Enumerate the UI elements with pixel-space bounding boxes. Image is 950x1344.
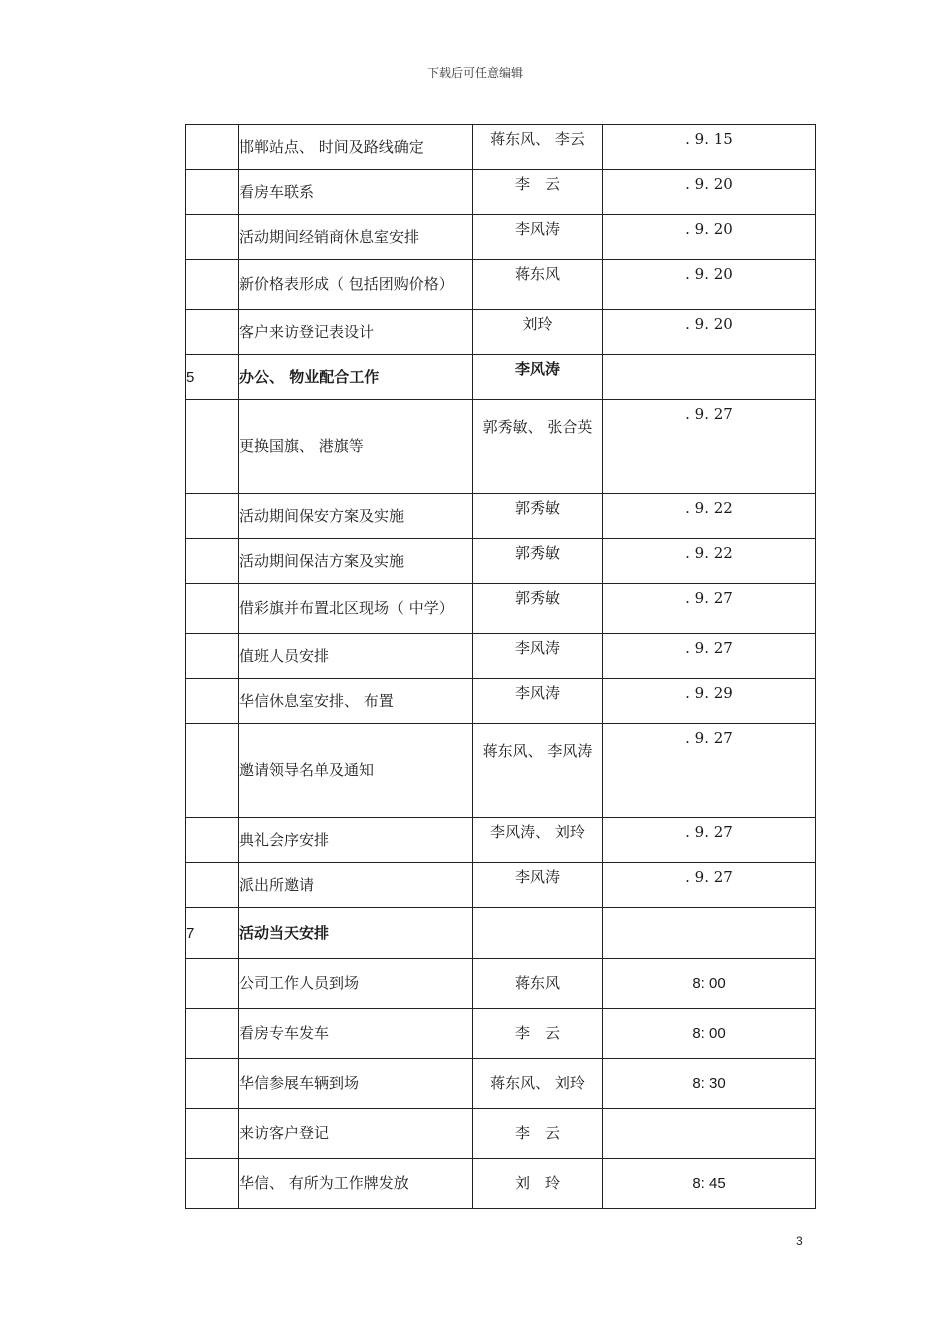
- owner-cell: 刘 玲: [473, 1159, 603, 1209]
- page-header: 下载后可任意编辑: [426, 66, 523, 80]
- table-row: [186, 539, 816, 584]
- date-cell: . 9. 15: [603, 125, 816, 170]
- row-number-cell: [186, 1159, 239, 1209]
- date-cell: . 9. 27: [603, 634, 816, 679]
- date-cell: . 9. 20: [603, 260, 816, 310]
- date-cell: . 9. 20: [603, 310, 816, 355]
- owner-cell: 李 云: [473, 170, 603, 215]
- table-row: [186, 400, 816, 494]
- table-row: [186, 1059, 816, 1109]
- row-number-cell: [186, 125, 239, 170]
- task-cell: 活动期间保安方案及实施: [239, 494, 473, 539]
- task-cell: 来访客户登记: [239, 1109, 473, 1159]
- task-cell: 典礼会序安排: [239, 818, 473, 863]
- row-number-cell: 7: [186, 908, 239, 959]
- table-row: [186, 1009, 816, 1059]
- owner-cell: 李风涛: [473, 634, 603, 679]
- date-cell: . 9. 27: [603, 818, 816, 863]
- row-number-cell: [186, 959, 239, 1009]
- date-cell: . 9. 27: [603, 863, 816, 908]
- row-number-cell: [186, 584, 239, 634]
- row-number-cell: [186, 679, 239, 724]
- table-row: [186, 355, 816, 400]
- row-number-cell: [186, 260, 239, 310]
- row-number-cell: [186, 818, 239, 863]
- row-number-cell: [186, 1109, 239, 1159]
- owner-cell: 郭秀敏: [473, 494, 603, 539]
- owner-cell: 刘玲: [473, 310, 603, 355]
- task-cell: 华信参展车辆到场: [239, 1059, 473, 1109]
- date-cell: . 9. 20: [603, 170, 816, 215]
- table-row: [186, 818, 816, 863]
- table-row: [186, 959, 816, 1009]
- owner-cell: 李风涛: [473, 679, 603, 724]
- table-row: [186, 634, 816, 679]
- date-cell: [603, 908, 816, 959]
- section-heading-cell: 活动当天安排: [239, 908, 473, 959]
- date-cell: . 9. 29: [603, 679, 816, 724]
- date-cell: [603, 355, 816, 400]
- task-cell: 值班人员安排: [239, 634, 473, 679]
- owner-cell: 李 云: [473, 1009, 603, 1059]
- task-cell: 华信休息室安排、 布置: [239, 679, 473, 724]
- date-cell: . 9. 22: [603, 494, 816, 539]
- table-row: [186, 215, 816, 260]
- task-cell: 邀请领导名单及通知: [239, 724, 473, 818]
- date-cell: . 9. 20: [603, 215, 816, 260]
- row-number-cell: [186, 494, 239, 539]
- table-row: [186, 1109, 816, 1159]
- section-heading-cell: 办公、 物业配合工作: [239, 355, 473, 400]
- owner-cell: 郭秀敏: [473, 584, 603, 634]
- date-cell: . 9. 27: [603, 724, 816, 818]
- owner-cell: 蒋东风: [473, 959, 603, 1009]
- row-number-cell: [186, 400, 239, 494]
- table-row: [186, 125, 816, 170]
- owner-cell: 蒋东风、 李云: [473, 125, 603, 170]
- date-cell: . 9. 27: [603, 400, 816, 494]
- date-cell: [603, 1109, 816, 1159]
- owner-cell: 李 云: [473, 1109, 603, 1159]
- row-number-cell: [186, 539, 239, 584]
- row-number-cell: [186, 310, 239, 355]
- row-number-cell: [186, 215, 239, 260]
- task-cell: 华信、 有所为工作牌发放: [239, 1159, 473, 1209]
- date-cell: . 9. 27: [603, 584, 816, 634]
- table-row: [186, 724, 816, 818]
- task-cell: 新价格表形成（ 包括团购价格）: [239, 260, 473, 310]
- task-cell: 借彩旗并布置北区现场（ 中学）: [239, 584, 473, 634]
- page-number: 3: [796, 1234, 803, 1248]
- date-cell: 8: 00: [603, 1009, 816, 1059]
- table-row: [186, 310, 816, 355]
- table-row: [186, 863, 816, 908]
- table-row: [186, 679, 816, 724]
- table-row: [186, 170, 816, 215]
- task-cell: 客户来访登记表设计: [239, 310, 473, 355]
- row-number-cell: [186, 1059, 239, 1109]
- owner-cell: 李风涛: [473, 863, 603, 908]
- row-number-cell: [186, 863, 239, 908]
- task-cell: 看房专车发车: [239, 1009, 473, 1059]
- task-cell: 看房车联系: [239, 170, 473, 215]
- row-number-cell: [186, 634, 239, 679]
- table-row: [186, 908, 816, 959]
- owner-cell: [473, 908, 603, 959]
- date-cell: 8: 30: [603, 1059, 816, 1109]
- owner-cell: 郭秀敏: [473, 539, 603, 584]
- table-row: [186, 584, 816, 634]
- row-number-cell: [186, 1009, 239, 1059]
- owner-cell: 蒋东风: [473, 260, 603, 310]
- date-cell: 8: 00: [603, 959, 816, 1009]
- task-cell: 活动期间经销商休息室安排: [239, 215, 473, 260]
- schedule-table-body: [186, 125, 816, 1209]
- row-number-cell: 5: [186, 355, 239, 400]
- task-cell: 公司工作人员到场: [239, 959, 473, 1009]
- owner-cell: 蒋东风、 李风涛: [473, 724, 603, 818]
- task-cell: 活动期间保洁方案及实施: [239, 539, 473, 584]
- table-row: [186, 494, 816, 539]
- row-number-cell: [186, 170, 239, 215]
- task-cell: 更换国旗、 港旗等: [239, 400, 473, 494]
- owner-cell: 李风涛: [473, 215, 603, 260]
- row-number-cell: [186, 724, 239, 818]
- table-row: [186, 260, 816, 310]
- owner-cell: 李风涛: [473, 355, 603, 400]
- owner-cell: 李风涛、 刘玲: [473, 818, 603, 863]
- date-cell: . 9. 22: [603, 539, 816, 584]
- date-cell: 8: 45: [603, 1159, 816, 1209]
- task-cell: 邯郸站点、 时间及路线确定: [239, 125, 473, 170]
- owner-cell: 蒋东风、 刘玲: [473, 1059, 603, 1109]
- task-cell: 派出所邀请: [239, 863, 473, 908]
- owner-cell: 郭秀敏、 张合英: [473, 400, 603, 494]
- schedule-table: [185, 124, 816, 1209]
- table-row: [186, 1159, 816, 1209]
